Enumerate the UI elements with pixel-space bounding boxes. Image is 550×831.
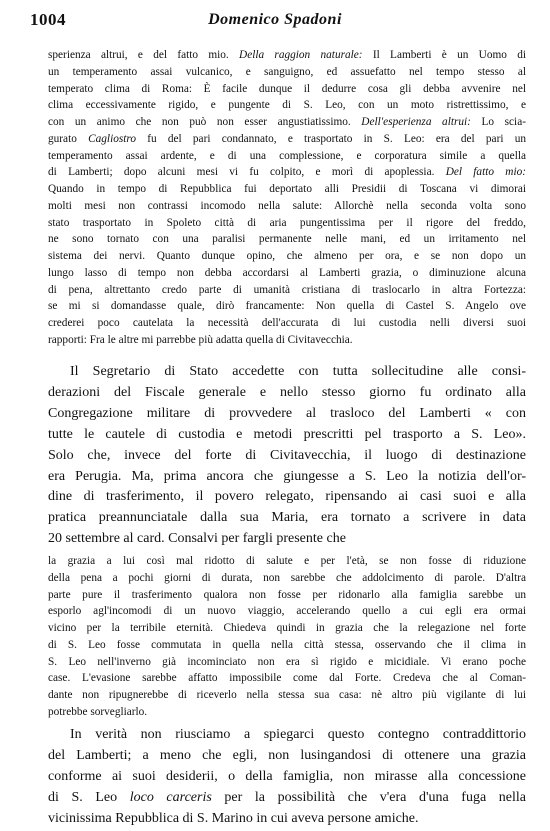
quotation-block-2 xyxy=(48,553,526,721)
text-line: parte pure il trasferimento qualora non fosse per ridonarlo alla famiglia sarebbe un xyxy=(48,588,526,601)
text-line: un temperamento assai vulcanico, e sanguigno, ed assuefatto nel tempo stesso al xyxy=(48,65,526,78)
text-line: Congregazione militare di provvedere al trasloco del Lamberti « con xyxy=(48,405,526,421)
text-line: vicino per la terribile eternità. Chiedeva quindi in grazia che la relegazione nel forte xyxy=(48,622,526,634)
text-line: vicinissima Repubblica di S. Marino in cui aveva persone amiche. xyxy=(48,810,419,826)
text-line: pratica preannunciatale dalla sua Maria, era tornato a scrivere in data xyxy=(48,510,526,526)
text-line: con un animo che non può non esser angustiatissimo. Dell'esperienza altrui: Lo scia- xyxy=(48,116,526,128)
text-line: stato trasportato in Spoleto città di aria pungentissima per il rigore del freddo, xyxy=(48,216,526,229)
text-line: della pena a pochi giorni di durata, non sarebbe che addolcimento di parole. D'altra xyxy=(48,571,526,584)
text-line: In verità non riusciamo a spiegarci questo contegno contraddittorio xyxy=(70,727,526,742)
text-line: conforme ai suoi desiderii, o della famiglia, non mirasse alla concessione xyxy=(48,768,526,784)
text-line: dine di trasferimento, il povero relegato, ripensando ai casi suoi e alla xyxy=(48,489,526,505)
text-line: sperienza altrui, e del fatto mio. Della raggion naturale: Il Lamberti è un Uomo di xyxy=(48,49,526,61)
text-line: rapporti: Fra le altre mi parrebbe più adatta quella di Civitavecchia. xyxy=(48,333,353,346)
body-paragraph-2 xyxy=(48,725,526,830)
text-line: era Perugia. Ma, prima ancora che giungesse a S. Leo la notizia dell'or- xyxy=(48,468,526,484)
text-line: lungo lasso di tempo non debba accordarsi al Lamberti grazia, o diminuzione alcuna xyxy=(48,266,526,279)
text-line: gurato Cagliostro fu del pari condannato, e trasportato in S. Leo: era del pari un xyxy=(48,132,526,145)
text-line: se mi si domandasse quale, dirò francamente: Non quella di Castel S. Angelo ove xyxy=(48,300,526,313)
text-line: temperamento assai ardente, e di una complessione, e corporatura simile a quella xyxy=(48,149,526,162)
text-line: Quando in tempo di Repubblica fui deportato alli Presidii di Toscana vi dimorai xyxy=(48,183,526,195)
text-line: potrebbe sorvegliarlo. xyxy=(48,705,148,718)
text-line: crederei poco cautelata la necessità dell'accurata di lui custodia nelli diversi suoi xyxy=(48,317,526,329)
text-line: di S. Leo fosse commutata in quella nella città stessa, osservando che il clima in xyxy=(48,638,526,651)
text-line: dante non ripugnerebbe di riceverlo nella stessa sua casa: nè altro più vigilante di lui xyxy=(48,689,526,701)
quotation-block-1 xyxy=(48,47,526,349)
text-line: sistema dei nervi. Quanto dunque opino, che almeno per ora, e se non dopo un xyxy=(48,250,526,262)
text-line: ne sono tornato con una paralisi permanente nelle mani, ed un irritamento nel xyxy=(48,233,526,246)
text-line: Solo che, invece del forte di Civitavecchia, il luogo di destinazione xyxy=(48,447,526,463)
text-line: derazioni del Fiscale generale e nello stesso giorno fu ordinato alla xyxy=(48,384,526,400)
text-line: Il Segretario di Stato accedette con tutta sollecitudine alle consi- xyxy=(70,364,526,379)
text-line: del Lamberti; a meno che egli, non lusingandosi di ottenere una grazia xyxy=(48,747,526,763)
text-line: clima eccessivamente rigido, e pungente di S. Leo, con un moto ristrettissimo, e xyxy=(48,99,526,112)
text-line: temperato clima di Roma: È facile dunque il dedurre cosa gli debba avvenire nel xyxy=(48,82,526,95)
body-paragraph-1 xyxy=(48,362,526,550)
text-line: esporlo agl'incomodi di un nuovo viaggio, accelerando quello a cui egli era ormai xyxy=(48,605,526,618)
running-head: Domenico Spadoni xyxy=(208,11,342,28)
page-header xyxy=(0,10,550,34)
text-line: di S. Leo loco carceris per la possibilità che v'era d'una fuga nella xyxy=(48,789,526,805)
text-line: S. Leo nell'inverno già incominciato non era sì rigido e micidiale. Vi erano poche xyxy=(48,655,526,668)
text-line: di pena, altrettanto credo parte di umanità cristiana di traslocarlo in altra Fortezza: xyxy=(48,283,526,296)
text-line: la grazia a lui così mal ridotto di salute e per l'età, se non fosse di riduzione xyxy=(48,555,526,567)
text-line: tutte le cautele di custodia e metodi prescritti pel trasporto a S. Leo». xyxy=(48,426,526,442)
text-line: di Lamberti; dopo alcuni mesi vi fu colpito, e morì di apoplessia. Del fatto mio: xyxy=(48,166,526,179)
text-line: molti mesi non contrassi incomodo nella salute: Allorchè nella seconda volta sono xyxy=(48,199,526,212)
page-number: 1004 xyxy=(30,10,66,29)
text-line: case. L'evasione sarebbe affatto impossibile come dal Forte. Credeva che al Coman- xyxy=(48,672,526,685)
text-line: 20 settembre al card. Consalvi per fargli presente che xyxy=(48,531,346,547)
